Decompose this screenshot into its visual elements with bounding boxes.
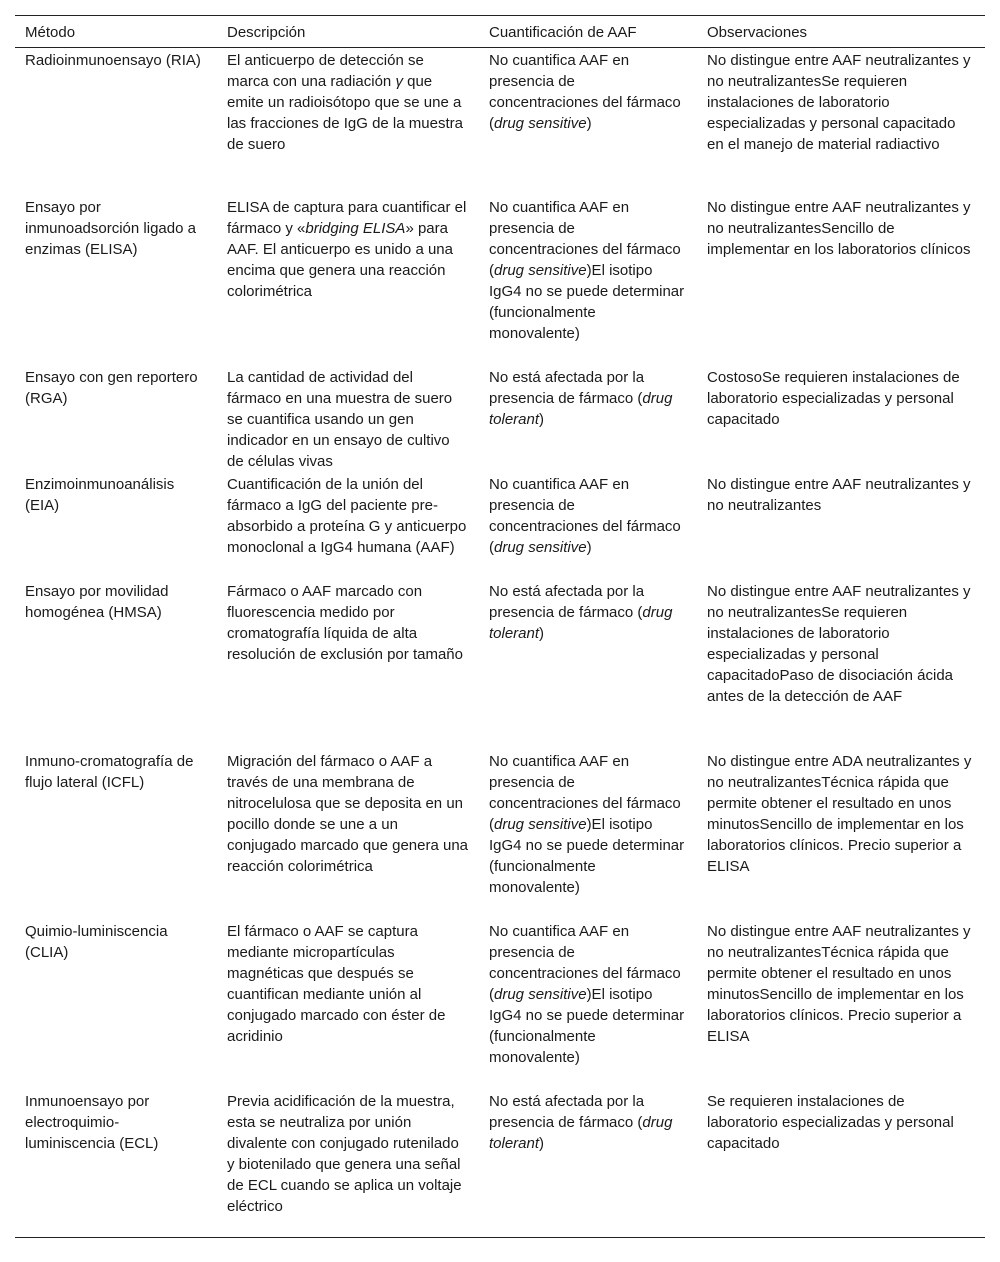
text-segment: No cuantifica AAF en presencia de concentraciones del fármaco (: [489, 475, 681, 556]
cell-metodo: Inmuno-cromatografía de flujo lateral (ICFL): [25, 752, 194, 791]
header-cuantificacion: Cuantificación de AAF: [489, 24, 637, 41]
cell-observaciones: [697, 579, 985, 749]
cell-cuantificacion: [479, 1089, 697, 1238]
cell-metodo: Enzimoinmunoanálisis (EIA): [25, 475, 175, 514]
cell-observaciones: [697, 48, 985, 195]
text-segment: )El isotipo IgG4 no se puede determinar (funcionalmente monovalente): [489, 815, 685, 896]
cell-cuantificacion: [479, 48, 697, 195]
header-observaciones: Observaciones: [707, 24, 808, 41]
cell-metodo: Inmunoensayo por electroquimio-luminiscencia (ECL): [25, 1092, 159, 1152]
text-segment: )El isotipo IgG4 no se puede determinar (funcionalmente monovalente): [489, 261, 685, 342]
text-segment: ): [539, 624, 545, 642]
table-row: [15, 48, 985, 195]
text-segment: ): [539, 410, 545, 428]
text-segment: No distingue entre AAF neutralizantes y no neutralizantesTécnica rápida que permite obtener el resultado en unos minutosSencillo de implementar en los laboratorios clínicos. Precio superior a ELISA: [707, 922, 971, 1045]
cell-metodo: Ensayo por inmunoadsorción ligado a enzimas (ELISA): [25, 198, 196, 258]
table-header: [15, 16, 985, 48]
cell-observaciones: [697, 365, 985, 472]
text-segment: Se requieren instalaciones de laboratorio especializadas y personal capacitado: [707, 1092, 954, 1152]
header-row: [15, 16, 985, 48]
cell-metodo: Radioinmunoensayo (RIA): [25, 52, 201, 69]
cell-descripcion: [217, 472, 479, 579]
cell-cuantificacion: [479, 195, 697, 365]
table-body: [15, 48, 985, 1238]
italic-term: drug sensitive: [494, 985, 587, 1003]
text-segment: El anticuerpo de detección se marca con una radiación: [227, 52, 424, 90]
italic-term: bridging ELISA: [305, 219, 406, 237]
cell-descripcion: [217, 195, 479, 365]
header-descripcion: Descripción: [227, 24, 306, 41]
text-segment: No cuantifica AAF en presencia de concentraciones del fármaco (: [489, 52, 681, 132]
table-row: [15, 749, 985, 919]
cell-descripcion: [217, 1089, 479, 1238]
cell-cuantificacion: [479, 919, 697, 1089]
cell-observaciones: [697, 749, 985, 919]
text-segment: ): [586, 538, 592, 556]
text-segment: ): [586, 115, 592, 132]
italic-term: γ: [395, 73, 403, 90]
text-segment: No está afectada por la presencia de fármaco (: [489, 1092, 645, 1131]
cell-observaciones: [697, 195, 985, 365]
methods-table: [15, 15, 985, 1238]
text-segment: Migración del fármaco o AAF a través de una membrana de nitrocelulosa que se deposita en un pocillo donde se une a un conjugado marcado que genera una reacción colorimétrica: [227, 752, 469, 875]
text-segment: Previa acidificación de la muestra, esta se neutraliza por unión divalente con conjugado rutenilado y biotenilado que genera una señal de ECL cuando se aplica un voltaje eléctrico: [227, 1092, 462, 1215]
text-segment: CostosoSe requieren instalaciones de laboratorio especializadas y personal capacitado: [707, 368, 960, 428]
cell-observaciones: [697, 1089, 985, 1238]
cell-metodo: Quimio-luminiscencia (CLIA): [25, 922, 168, 961]
cell-descripcion: [217, 579, 479, 749]
cell-cuantificacion: [479, 749, 697, 919]
text-segment: )El isotipo IgG4 no se puede determinar (funcionalmente monovalente): [489, 985, 685, 1066]
text-segment: No distingue entre AAF neutralizantes y no neutralizantesSe requieren instalaciones de laboratorio especializadas y personal capacitado en el manejo de material radiactivo: [707, 52, 971, 153]
text-segment: Fármaco o AAF marcado con fluorescencia medido por cromatografía líquida de alta resolución de exclusión por tamaño: [227, 582, 463, 663]
cell-observaciones: [697, 919, 985, 1089]
italic-term: drug sensitive: [494, 815, 587, 833]
italic-term: drug tolerant: [489, 603, 673, 642]
cell-cuantificacion: [479, 365, 697, 472]
cell-descripcion: [217, 919, 479, 1089]
text-segment: No cuantifica AAF en presencia de concentraciones del fármaco (: [489, 752, 681, 833]
header-metodo: Método: [25, 24, 76, 41]
text-segment: que emite un radioisótopo que se une a las fracciones de IgG de la muestra de suero: [227, 73, 463, 153]
text-segment: No está afectada por la presencia de fármaco (: [489, 368, 645, 407]
italic-term: drug sensitive: [494, 538, 587, 556]
text-segment: No cuantifica AAF en presencia de concentraciones del fármaco (: [489, 922, 681, 1003]
text-segment: No distingue entre ADA neutralizantes y no neutralizantesTécnica rápida que permite obtener el resultado en unos minutosSencillo de implementar en los laboratorios clínicos. Precio superior a ELISA: [707, 752, 972, 875]
text-segment: No está afectada por la presencia de fármaco (: [489, 582, 645, 621]
text-segment: El fármaco o AAF se captura mediante micropartículas magnéticas que después se cuantifican mediante unión al conjugado marcado con éster de acridinio: [227, 922, 446, 1045]
italic-term: drug tolerant: [489, 1113, 673, 1152]
italic-term: drug tolerant: [489, 389, 673, 428]
italic-term: drug sensitive: [494, 115, 587, 132]
table-row: [15, 1089, 985, 1238]
table-row: [15, 472, 985, 579]
table-row: [15, 919, 985, 1089]
table-row: [15, 579, 985, 749]
italic-term: drug sensitive: [494, 261, 587, 279]
text-segment: La cantidad de actividad del fármaco en una muestra de suero se cuantifica usando un gen indicador en un ensayo de cultivo de células vivas: [227, 368, 453, 470]
cell-cuantificacion: [479, 579, 697, 749]
cell-descripcion: [217, 48, 479, 195]
text-segment: No distingue entre AAF neutralizantes y no neutralizantesSencillo de implementar en los laboratorios clínicos: [707, 198, 971, 258]
text-segment: ): [539, 1134, 545, 1152]
cell-metodo: Ensayo por movilidad homogénea (HMSA): [25, 582, 169, 621]
text-segment: ELISA de captura para cuantificar el fármaco y «: [227, 198, 467, 237]
text-segment: No cuantifica AAF en presencia de concentraciones del fármaco (: [489, 198, 681, 279]
text-segment: Cuantificación de la unión del fármaco a IgG del paciente pre-absorbido a proteína G y anticuerpo monoclonal a IgG4 humana (AAF): [227, 475, 467, 556]
text-segment: No distingue entre AAF neutralizantes y no neutralizantesSe requieren instalaciones de laboratorio especializadas y personal capacitadoPaso de disociación ácida antes de la detección de AAF: [707, 582, 971, 705]
table-row: [15, 365, 985, 472]
cell-observaciones: [697, 472, 985, 579]
cell-cuantificacion: [479, 472, 697, 579]
cell-descripcion: [217, 749, 479, 919]
text-segment: No distingue entre AAF neutralizantes y no neutralizantes: [707, 475, 971, 514]
cell-metodo: Ensayo con gen reportero (RGA): [25, 368, 198, 407]
cell-descripcion: [217, 365, 479, 472]
table-row: [15, 195, 985, 365]
text-segment: » para AAF. El anticuerpo es unido a una encima que genera una reacción colorimétrica: [227, 219, 453, 300]
